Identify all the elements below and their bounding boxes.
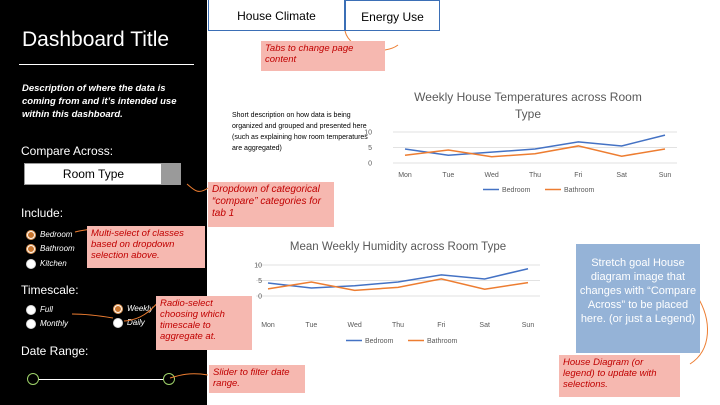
house-diagram-placeholder: Stretch goal House diagram image that changes with “Compare Across” to be placed here. (or just a Legend)	[576, 244, 700, 353]
include-option-bathroom: Bathroom	[40, 244, 75, 253]
compare-label: Compare Across:	[21, 144, 114, 158]
x-tick-label: Mon	[261, 322, 275, 329]
x-tick-label: Wed	[484, 172, 499, 179]
x-tick-label: Tue	[442, 172, 455, 179]
y-tick-label: 10	[254, 262, 262, 270]
dashboard-description: Description of where the data is coming from and it’s intended use within this dashboard.	[22, 83, 177, 120]
compare-dropdown-value: Room Type	[62, 167, 125, 181]
x-tick-label: Mon	[398, 172, 412, 179]
tab-house-climate[interactable]: House Climate	[208, 0, 345, 31]
x-tick-label: Thu	[391, 322, 405, 329]
x-tick-label: Fri	[437, 322, 446, 329]
timescale-option-daily: Daily	[127, 318, 145, 327]
legend-label: Bathroom	[427, 338, 458, 345]
timescale-label: Timescale:	[21, 283, 79, 297]
x-tick-label: Sat	[616, 172, 627, 179]
x-tick-label: Wed	[347, 322, 362, 329]
page-title: Dashboard Title	[22, 28, 170, 51]
timescale-option-monthly: Monthly	[40, 319, 69, 328]
legend-label: Bedroom	[502, 187, 531, 194]
x-tick-label: Sat	[479, 322, 490, 329]
humidity-chart	[254, 241, 540, 345]
include-option-bedroom: Bedroom	[40, 230, 73, 239]
tab-energy-use[interactable]: Energy Use	[345, 0, 440, 31]
note-house-diagram: House Diagram (or legend) to update with selections.	[559, 355, 680, 397]
temperature-chart	[364, 90, 677, 194]
date-range-label: Date Range:	[21, 344, 89, 358]
x-tick-label: Thu	[528, 172, 542, 179]
note-multiselect: Multi-select of classes based on dropdown selection above.	[87, 226, 205, 268]
y-tick-label: 0	[258, 293, 262, 301]
chart-title: Weekly House Temperatures across Room	[414, 90, 642, 104]
y-tick-label: 0	[368, 160, 372, 168]
chart-title: Mean Weekly Humidity across Room Type	[289, 241, 507, 253]
timescale-option-weekly: Weekly	[127, 304, 154, 313]
note-tabs: Tabs to change page content	[261, 41, 385, 71]
x-tick-label: Sun	[658, 172, 672, 179]
series-line-bedroom	[405, 135, 665, 155]
timescale-option-full: Full	[40, 305, 53, 314]
legend-label: Bathroom	[564, 187, 595, 194]
note-slider: Slider to filter date range.	[209, 365, 305, 393]
include-option-kitchen: Kitchen	[40, 259, 67, 268]
note-radio: Radio-select choosing which timescale to aggregate at.	[156, 296, 252, 350]
include-label: Include:	[21, 206, 64, 220]
x-tick-label: Tue	[305, 322, 318, 329]
y-tick-label: 5	[258, 278, 262, 285]
y-tick-label: 10	[364, 129, 372, 137]
x-tick-label: Fri	[574, 172, 583, 179]
chart-description: Short description on how data is being organized and grouped and presented here (such as explaining how room temperatures are aggregated)	[232, 112, 368, 152]
note-dropdown: Dropdown of categorical “compare” categories for tab 1	[208, 182, 334, 227]
y-tick-label: 5	[368, 145, 372, 152]
x-tick-label: Sun	[521, 322, 535, 329]
chart-title: Type	[514, 107, 542, 121]
series-line-bedroom	[268, 269, 528, 288]
legend-label: Bedroom	[365, 338, 394, 345]
